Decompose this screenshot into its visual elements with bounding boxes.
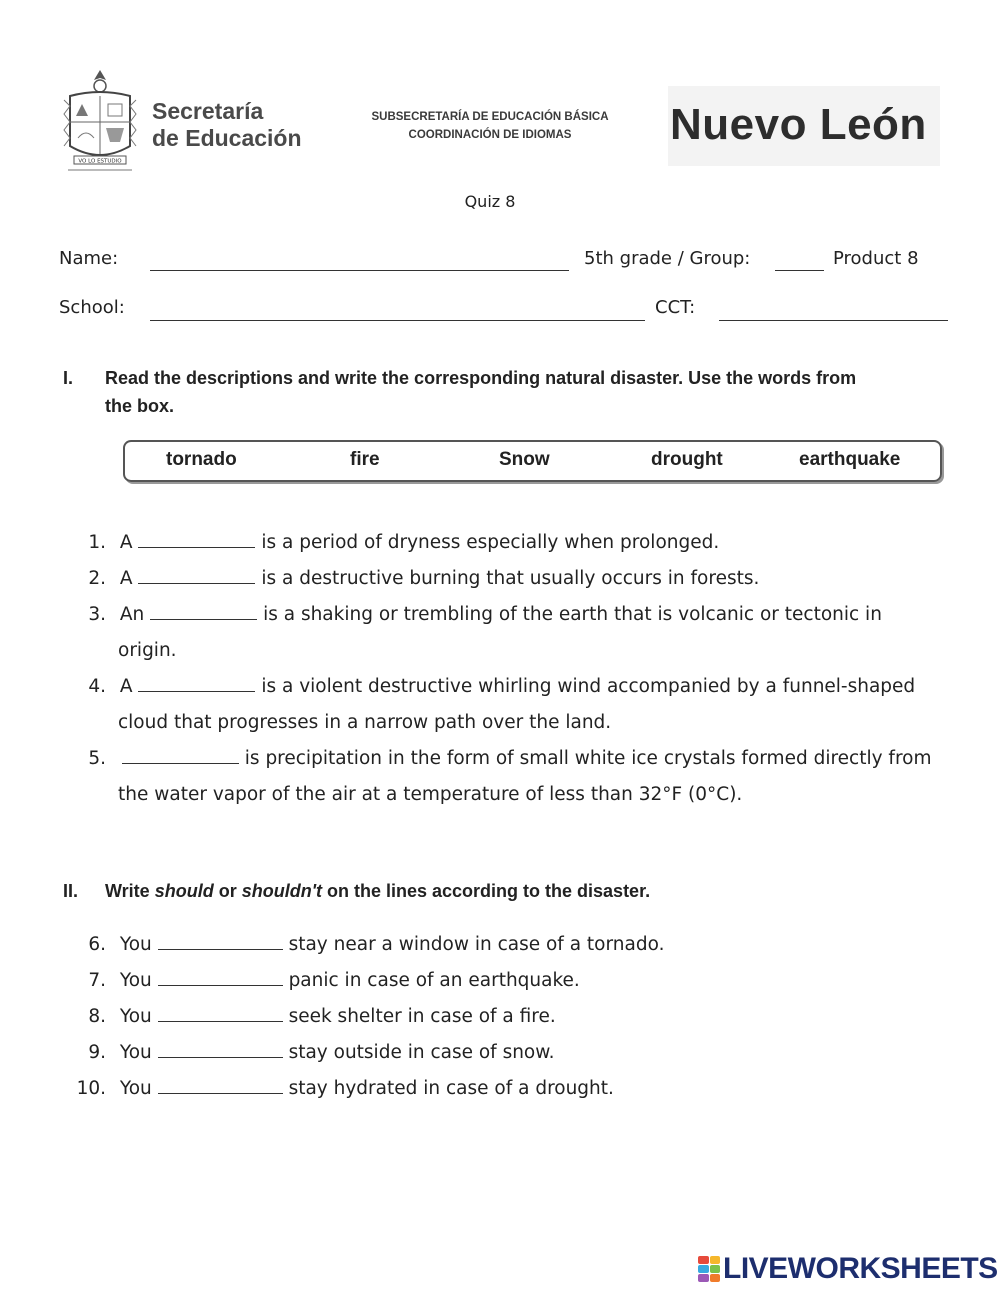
group-line[interactable] [775, 270, 824, 271]
liveworksheets-icon [698, 1256, 720, 1282]
question-7 [76, 963, 580, 999]
state-seal-icon [60, 66, 140, 178]
question-text: stay outside in case of snow. [288, 1042, 555, 1063]
section-1-instruction [105, 364, 945, 420]
question-text: panic in case of an earthquake. [288, 970, 580, 991]
liveworksheets-logo[interactable] [698, 1254, 998, 1284]
instruction-text: on the lines according to the disaster. [327, 881, 651, 901]
word-bank-word: earthquake [799, 449, 901, 470]
answer-blank-3[interactable] [150, 605, 257, 620]
section-1-numeral: I. [63, 368, 74, 388]
answer-blank-9[interactable] [158, 1043, 283, 1058]
question-text: stay near a window in case of a tornado. [288, 934, 665, 955]
icon-block [698, 1256, 709, 1264]
question-4 [76, 669, 915, 705]
icon-block [710, 1274, 721, 1282]
school-line[interactable] [150, 320, 645, 321]
section-2-instruction [105, 877, 650, 905]
icon-block [698, 1265, 709, 1273]
instruction-should: should [154, 881, 214, 901]
word-bank-word: Snow [499, 449, 550, 470]
question-number: 1. [88, 532, 106, 553]
secretaria-line-1: Secretaría [152, 98, 264, 124]
answer-blank-10[interactable] [158, 1079, 283, 1094]
question-text: is a period of dryness especially when prolonged. [261, 532, 720, 553]
grade-group-label: 5th grade / Group: [584, 248, 751, 269]
answer-blank-1[interactable] [138, 533, 255, 548]
question-6 [76, 927, 664, 963]
answer-blank-5[interactable] [122, 749, 239, 764]
question-number: 6. [88, 934, 106, 955]
question-text: stay hydrated in case of a drought. [288, 1078, 614, 1099]
question-9 [76, 1035, 555, 1071]
section-2-numeral: II. [63, 881, 79, 901]
question-8 [76, 999, 556, 1035]
question-number: 5. [88, 748, 106, 769]
question-prefix: You [119, 970, 152, 991]
question-prefix: You [119, 1042, 152, 1063]
question-prefix: An [119, 604, 145, 625]
question-number: 2. [88, 568, 106, 589]
question-4-continuation: cloud that progresses in a narrow path over the land. [118, 712, 612, 733]
subsecretaria-heading [340, 108, 640, 144]
word-bank-word: fire [350, 449, 380, 470]
question-prefix: A [119, 568, 133, 589]
icon-block [710, 1265, 721, 1273]
cct-label: CCT: [655, 297, 696, 318]
word-bank-word: drought [651, 449, 723, 470]
icon-block [710, 1256, 721, 1264]
question-number: 8. [88, 1006, 106, 1027]
question-2 [76, 561, 759, 597]
answer-blank-6[interactable] [158, 935, 283, 950]
liveworksheets-text: LIVEWORKSHEETS [723, 1252, 998, 1285]
name-label: Name: [59, 248, 119, 269]
question-prefix: You [119, 934, 152, 955]
instruction-shouldnt: shouldn't [241, 881, 322, 901]
product-label: Product 8 [833, 248, 919, 269]
question-10 [76, 1071, 614, 1107]
question-5 [76, 741, 932, 777]
question-prefix: A [119, 676, 133, 697]
instruction-text: Write [105, 881, 150, 901]
section-1-instruction-line-1: Read the descriptions and write the corresponding natural disaster. Use the words from [105, 368, 857, 388]
question-1 [76, 525, 719, 561]
question-number: 9. [88, 1042, 106, 1063]
answer-blank-8[interactable] [158, 1007, 283, 1022]
question-3-continuation: origin. [118, 640, 177, 661]
question-text: is a violent destructive whirling wind accompanied by a funnel-shaped [261, 676, 916, 697]
question-prefix: You [119, 1078, 152, 1099]
state-logo: Nuevo León [670, 100, 927, 149]
icon-block [698, 1274, 709, 1282]
school-label: School: [59, 297, 125, 318]
question-text: is precipitation in the form of small white ice crystals formed directly from [244, 748, 932, 769]
subsecretaria-line-1: SUBSECRETARÍA DE EDUCACIÓN BÁSICA [371, 111, 609, 123]
answer-blank-7[interactable] [158, 971, 283, 986]
question-text: is a destructive burning that usually occurs in forests. [261, 568, 760, 589]
subsecretaria-line-2: COORDINACIÓN DE IDIOMAS [408, 129, 572, 141]
question-5-continuation: the water vapor of the air at a temperature of less than 32°F (0°C). [118, 784, 743, 805]
answer-blank-2[interactable] [138, 569, 255, 584]
question-prefix: A [119, 532, 133, 553]
answer-blank-4[interactable] [138, 677, 255, 692]
page-title: Quiz 8 [464, 192, 516, 211]
question-number: 7. [88, 970, 106, 991]
question-number: 10. [76, 1078, 106, 1099]
question-text: seek shelter in case of a fire. [288, 1006, 556, 1027]
instruction-text: or [218, 881, 237, 901]
name-line[interactable] [150, 270, 569, 271]
secretaria-logo-text [152, 98, 302, 152]
cct-line[interactable] [719, 320, 948, 321]
question-number: 3. [88, 604, 106, 625]
question-number: 4. [88, 676, 106, 697]
question-3 [76, 597, 882, 633]
seal-motto: VO LO ESTUDIO [78, 158, 122, 165]
question-prefix: You [119, 1006, 152, 1027]
word-bank-word: tornado [166, 449, 237, 470]
secretaria-line-2: de Educación [152, 125, 302, 151]
question-text: is a shaking or trembling of the earth that is volcanic or tectonic in [263, 604, 882, 625]
section-1-instruction-line-2: the box. [105, 396, 175, 416]
